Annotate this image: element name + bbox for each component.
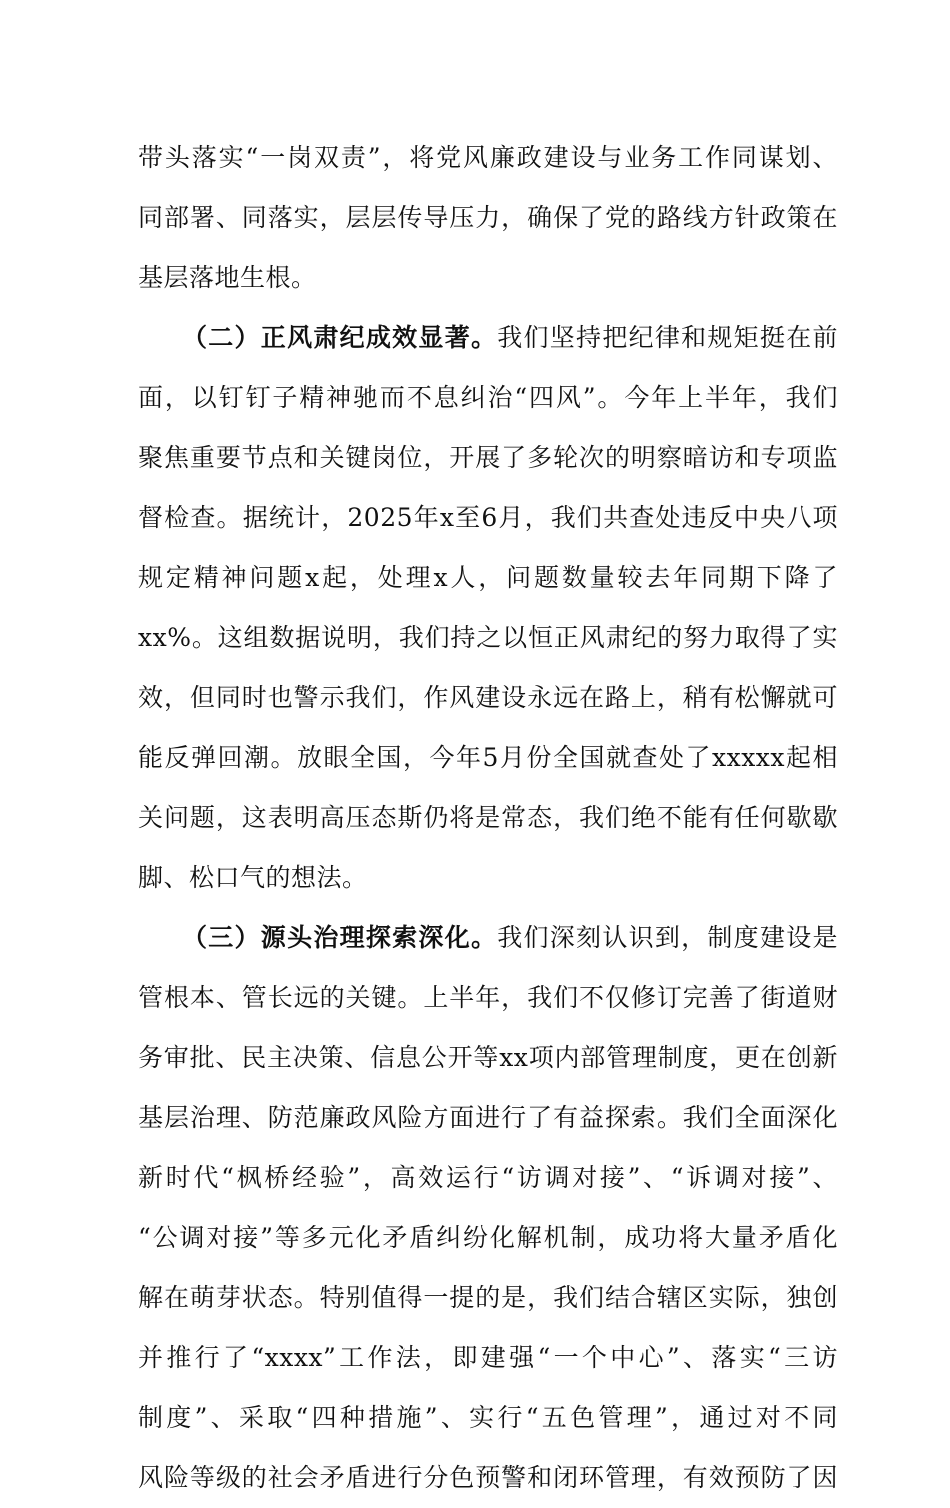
paragraph-line: 基层治理、防范廉政风险方面进行了有益探索。我们全面深化 [138,1103,838,1132]
paragraph-line: 解在萌芽状态。特别值得一提的是，我们结合辖区实际，独创 [138,1283,838,1312]
paragraph-text: 我们坚持把纪律和规矩挺在前 [497,323,838,352]
paragraph-line: 规定精神问题x起，处理x人，问题数量较去年同期下降了 [138,563,838,592]
paragraph-line: 管根本、管长远的关键。上半年，我们不仅修订完善了街道财 [138,983,838,1012]
paragraph-line: 带头落实“一岗双责”，将党风廉政建设与业务工作同谋划、 [138,143,838,172]
paragraph-line: 新时代“枫桥经验”，高效运行“访调对接”、“诉调对接”、 [138,1163,838,1192]
paragraph-text: 我们深刻认识到，制度建设是 [497,923,838,952]
paragraph-line: 基层落地生根。 [138,263,317,292]
paragraph-line: 风险等级的社会矛盾进行分色预警和闭环管理，有效预防了因 [138,1463,838,1492]
paragraph-line: 制度”、采取“四种措施”、实行“五色管理”，通过对不同 [138,1403,838,1432]
section-heading: （二）正风肃纪成效显著。 [182,323,498,352]
paragraph-line: 同部署、同落实，层层传导压力，确保了党的路线方针政策在 [138,203,838,232]
document-body [138,128,838,1508]
paragraph-first-line [138,308,838,368]
paragraph-line: 脚、松口气的想法。 [138,863,368,892]
paragraph-line: 关问题，这表明高压态斯仍将是常态，我们绝不能有任何歇歇 [138,803,838,832]
paragraph-line: “公调对接”等多元化矛盾纠纷化解机制，成功将大量矛盾化 [138,1223,838,1252]
paragraph-line: 聚焦重要节点和关键岗位，开展了多轮次的明察暗访和专项监 [138,443,838,472]
paragraph-line: 并推行了“xxxx”工作法，即建强“一个中心”、落实“三访 [138,1343,838,1372]
paragraph-line: 督检查。据统计，2025年x至6月，我们共查处违反中央八项 [138,503,838,532]
section-heading: （三）源头治理探索深化。 [182,923,498,952]
paragraph-line: xx%。这组数据说明，我们持之以恒正风肃纪的努力取得了实 [138,623,838,652]
paragraph-line: 面，以钉钉子精神驰而不息纠治“四风”。今年上半年，我们 [138,383,838,412]
paragraph-first-line [138,908,838,968]
paragraph-line: 效，但同时也警示我们，作风建设永远在路上，稍有松懈就可 [138,683,838,712]
paragraph-line: 务审批、民主决策、信息公开等xx项内部管理制度，更在创新 [138,1043,838,1072]
paragraph-line: 能反弹回潮。放眼全国，今年5月份全国就查处了xxxxx起相 [138,743,838,772]
